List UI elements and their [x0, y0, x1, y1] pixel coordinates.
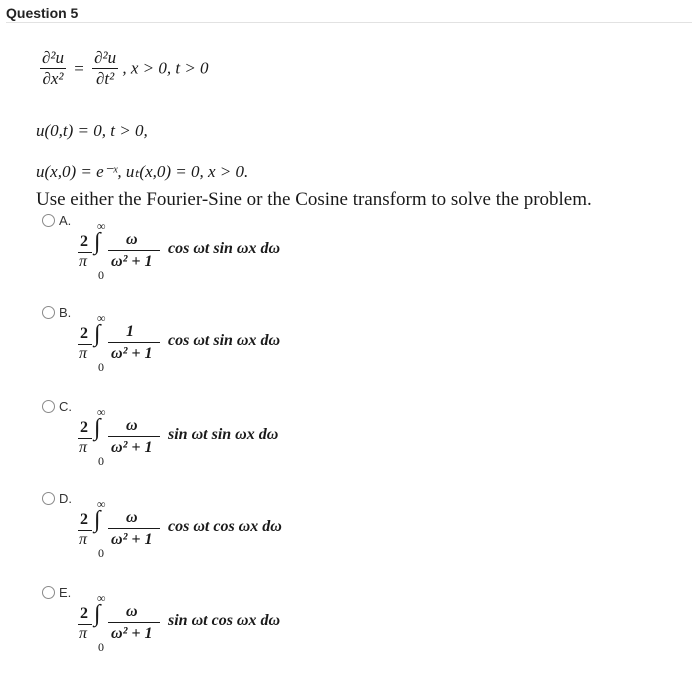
fraction-line [108, 528, 160, 529]
option-label[interactable] [42, 399, 72, 414]
question-header [6, 4, 692, 23]
fraction-denominator: ω² + 1 [111, 253, 153, 270]
lhs-denominator: ∂x² [40, 68, 66, 89]
question-prompt: Use either the Fourier-Sine or the Cosine transform to solve the problem. [36, 189, 592, 210]
radio-button[interactable] [42, 492, 55, 505]
pde-conditions: , x > 0, t > 0 [122, 58, 209, 78]
fraction-numerator: ω [126, 417, 138, 434]
lhs-fraction [40, 48, 66, 89]
option-letter: A. [59, 213, 72, 228]
integral-lower-limit: 0 [98, 546, 104, 560]
pde-equation [40, 48, 209, 89]
fraction-numerator: ω [126, 509, 138, 526]
integral-sign: ∫ [94, 507, 101, 533]
integral-upper-limit: ∞ [97, 591, 106, 605]
integral-upper-limit: ∞ [97, 405, 106, 419]
rhs-denominator: ∂t² [92, 68, 118, 89]
integral-upper-limit: ∞ [97, 219, 106, 233]
integral-lower-limit: 0 [98, 360, 104, 374]
lhs-numerator: ∂²u [42, 48, 64, 67]
fraction-denominator: ω² + 1 [111, 439, 153, 456]
integral-sign: ∫ [94, 415, 101, 441]
option-label[interactable] [42, 213, 71, 228]
option-letter: B. [59, 305, 72, 320]
radio-button[interactable] [42, 306, 55, 319]
pi-denominator: π [79, 439, 88, 456]
radio-button[interactable] [42, 586, 55, 599]
pi-denominator: π [79, 625, 88, 642]
fraction-line [108, 436, 160, 437]
fraction-denominator: ω² + 1 [111, 345, 153, 362]
integrand-tail: sin ωt cos ωx dω [168, 612, 281, 629]
fraction-line [108, 342, 160, 343]
fraction-numerator: ω [126, 603, 138, 620]
radio-button[interactable] [42, 214, 55, 227]
radio-button[interactable] [42, 400, 55, 413]
two-numerator: 2 [80, 419, 88, 436]
rhs-fraction [92, 48, 118, 89]
two-numerator: 2 [80, 233, 88, 250]
integrand-tail: cos ωt cos ωx dω [168, 518, 282, 535]
option-label[interactable] [42, 305, 71, 320]
pi-denominator: π [79, 345, 88, 362]
integral-lower-limit: 0 [98, 268, 104, 282]
fraction-line [108, 622, 160, 623]
fraction-denominator: ω² + 1 [111, 625, 153, 642]
boundary-condition: u(0,t) = 0, t > 0, [36, 121, 148, 140]
integrand-tail: sin ωt sin ωx dω [168, 426, 279, 443]
pi-denominator: π [79, 531, 88, 548]
fraction-numerator: 1 [126, 323, 134, 340]
integral-upper-limit: ∞ [97, 497, 106, 511]
two-numerator: 2 [80, 511, 88, 528]
integrand-tail: cos ωt sin ωx dω [168, 332, 281, 349]
option-letter: D. [59, 491, 72, 506]
option-label[interactable] [42, 491, 72, 506]
option-letter: C. [59, 399, 72, 414]
question-title: Question 5 [6, 5, 79, 21]
integral-upper-limit: ∞ [97, 311, 106, 325]
option-letter: E. [59, 585, 72, 600]
initial-conditions: u(x,0) = e⁻ˣ, uₜ(x,0) = 0, x > 0. [36, 162, 249, 181]
integral-sign: ∫ [94, 321, 101, 347]
integral-sign: ∫ [94, 229, 101, 255]
option-label[interactable] [42, 585, 71, 600]
equals-sign: = [74, 58, 84, 78]
integral-lower-limit: 0 [98, 454, 104, 468]
pi-denominator: π [79, 253, 88, 270]
fraction-numerator: ω [126, 231, 138, 248]
integral-lower-limit: 0 [98, 640, 104, 654]
integrand-tail: cos ωt sin ωx dω [168, 240, 281, 257]
two-numerator: 2 [80, 325, 88, 342]
rhs-numerator: ∂²u [94, 48, 117, 67]
two-numerator: 2 [80, 605, 88, 622]
integral-sign: ∫ [94, 601, 101, 627]
fraction-denominator: ω² + 1 [111, 531, 153, 548]
fraction-line [108, 250, 160, 251]
